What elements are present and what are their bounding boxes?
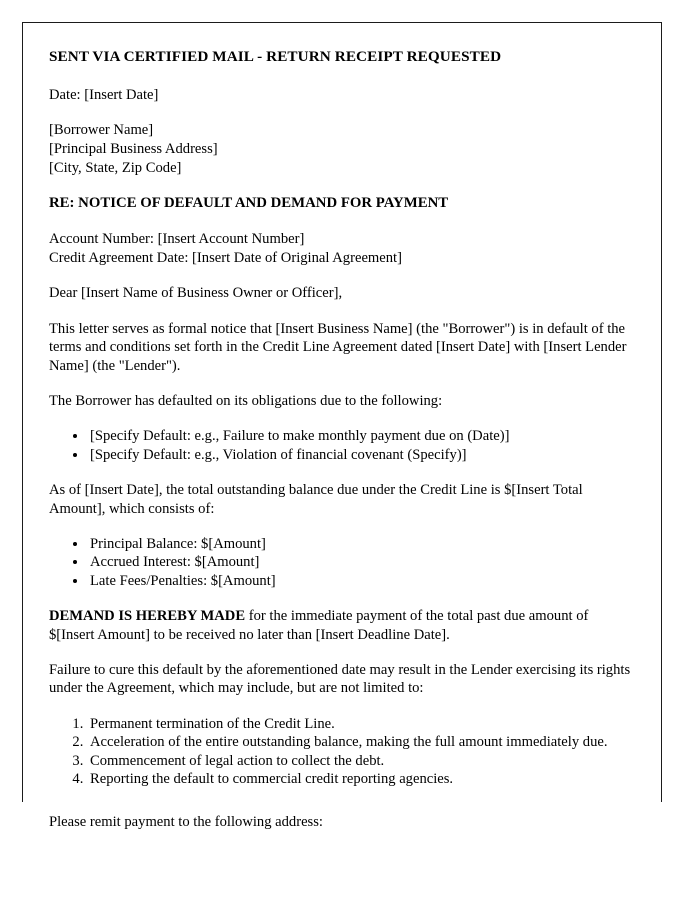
remedies-list <box>49 715 631 789</box>
recipient-city-state-zip: [City, State, Zip Code] <box>49 159 182 176</box>
balance-items-list <box>49 535 631 590</box>
demand-emphasis: DEMAND IS HEREBY MADE <box>49 608 246 625</box>
list-item: 4. Reporting the default to commercial credit reporting agencies. <box>87 770 631 788</box>
list-item: • Accrued Interest: $[Amount] <box>88 553 631 571</box>
list-item: 3. Commencement of legal action to collect the debt. <box>87 752 631 770</box>
list-item: 2. Acceleration of the entire outstanding balance, making the full amount immediately due. <box>87 733 631 751</box>
demand-paragraph <box>49 607 631 644</box>
recipient-name: [Borrower Name] <box>49 122 154 139</box>
salutation: Dear [Insert Name of Business Owner or Officer], <box>49 285 343 302</box>
remit-address-paragraph: Please remit payment to the following address: <box>49 813 323 830</box>
reference-block <box>49 230 631 267</box>
list-item: • [Specify Default: e.g., Failure to make monthly payment due on (Date)] <box>88 427 631 445</box>
recipient-street: [Principal Business Address] <box>49 141 218 157</box>
list-item: • Principal Balance: $[Amount] <box>88 535 631 553</box>
credit-agreement-date-line: Credit Agreement Date: [Insert Date of Original Agreement] <box>49 249 402 266</box>
document-body <box>49 47 631 831</box>
list-item: • [Specify Default: e.g., Violation of financial covenant (Specify)] <box>88 446 631 464</box>
default-items-list <box>49 427 631 464</box>
list-item: 1. Permanent termination of the Credit Line. <box>87 715 631 733</box>
date-line: Date: [Insert Date] <box>49 87 159 103</box>
account-number-line: Account Number: [Insert Account Number] <box>49 231 305 248</box>
opening-paragraph: This letter serves as formal notice that [Insert Business Name] (the "Borrower") is in default of the terms and conditions set forth in the Credit Line Agreement dated [Insert Date] with [Insert Lender Name] (the "Lender"). <box>49 320 627 374</box>
spacer <box>49 806 631 813</box>
default-intro-paragraph: The Borrower has defaulted on its obligations due to the following: <box>49 393 443 409</box>
recipient-address-block <box>49 121 631 177</box>
subject-heading: RE: NOTICE OF DEFAULT AND DEMAND FOR PAYMENT <box>49 195 449 212</box>
demand-paragraph-text: for the immediate payment of the total past due amount of $[Insert Amount] to be received no later than [Insert Deadline Date]. <box>49 608 589 643</box>
failure-to-cure-paragraph: Failure to cure this default by the aforementioned date may result in the Lender exercising its rights under the Agreement, which may include, but are not limited to: <box>49 662 631 697</box>
list-item: • Late Fees/Penalties: $[Amount] <box>88 572 631 590</box>
document-title: SENT VIA CERTIFIED MAIL - RETURN RECEIPT REQUESTED <box>49 48 502 65</box>
document-page <box>22 22 662 830</box>
balance-intro-paragraph: As of [Insert Date], the total outstanding balance due under the Credit Line is $[Insert Total Amount], which consists of: <box>49 482 583 517</box>
